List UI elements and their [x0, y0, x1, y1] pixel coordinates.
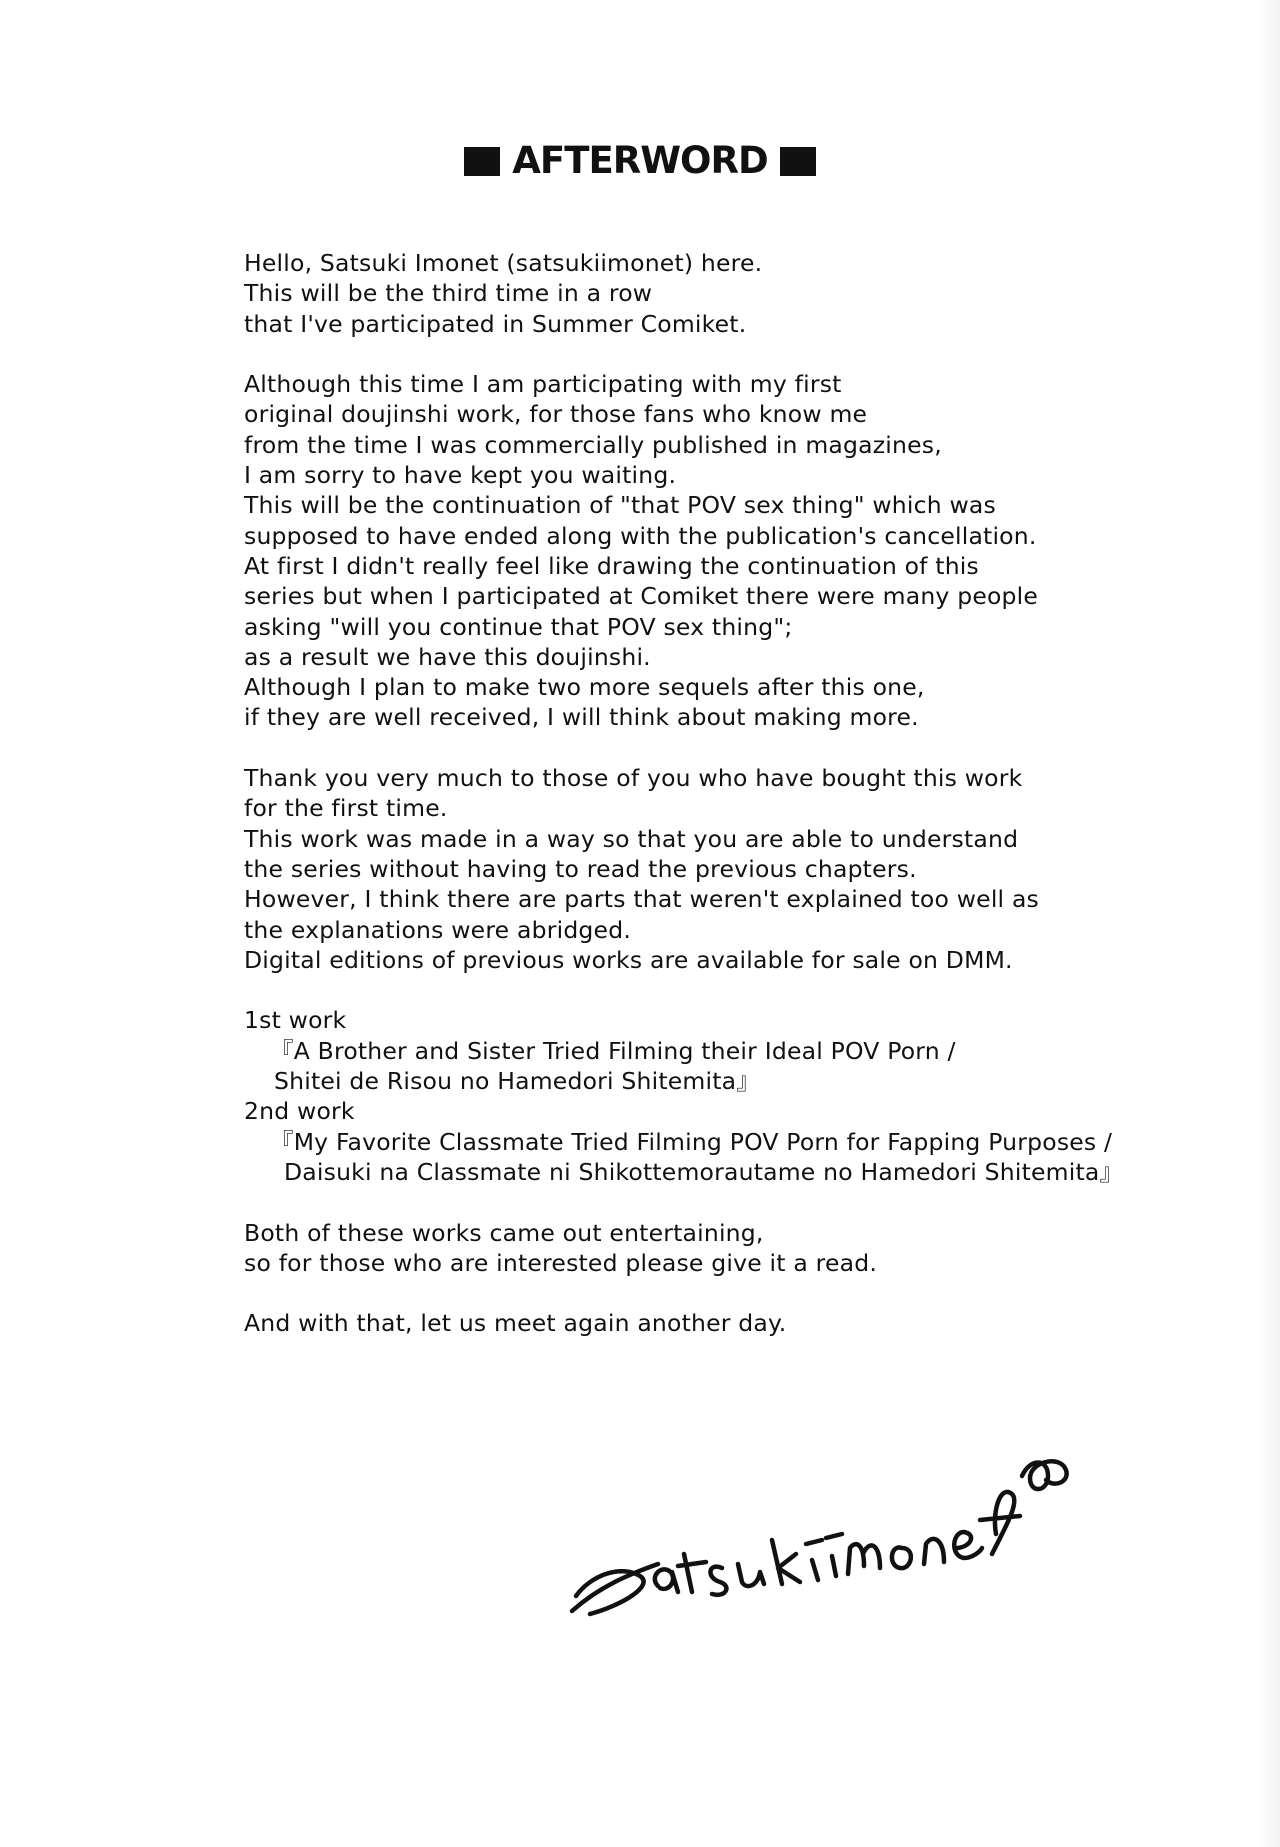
text-line: the series without having to read the previous chapters. [244, 854, 917, 883]
title-left-block [464, 147, 500, 176]
author-signature [560, 1436, 1080, 1626]
paragraph-greeting [244, 248, 1244, 339]
text-line: At first I didn't really feel like drawing the continuation of this [244, 551, 979, 580]
text-line: I am sorry to have kept you waiting. [244, 461, 677, 490]
work-title-line: Daisuki na Classmate ni Shikottemorautame no Hamedori Shitemita』 [284, 1157, 1124, 1186]
paragraph-thanks [244, 763, 1244, 975]
work-heading: 2nd work [244, 1097, 355, 1126]
text-line: And with that, let us meet again another day. [244, 1309, 787, 1338]
text-line: so for those who are interested please give it a read. [244, 1248, 877, 1277]
text-line: series but when I participated at Comiket there were many people [244, 582, 1039, 611]
work-title-line: Shitei de Risou no Hamedori Shitemita』 [274, 1067, 760, 1096]
text-line: This will be the continuation of "that POV sex thing" which was [244, 491, 996, 520]
text-line: However, I think there are parts that weren't explained too well as [244, 885, 1039, 914]
text-line: Both of these works came out entertaining, [244, 1218, 764, 1247]
text-line: Hello, Satsuki Imonet (satsukiimonet) here. [244, 249, 763, 277]
work-title-line: 『A Brother and Sister Tried Filming their Ideal POV Porn / [270, 1036, 956, 1065]
paragraph-continuation [244, 369, 1244, 733]
afterword-body [244, 248, 1244, 1369]
paragraph-closing [244, 1308, 1244, 1338]
paragraph-previous-works [244, 1005, 1244, 1187]
text-line: This will be the third time in a row [244, 279, 653, 308]
paragraph-recommendation [244, 1218, 1244, 1279]
text-line: supposed to have ended along with the publication's cancellation. [244, 521, 1037, 550]
page-title [0, 138, 1280, 184]
text-line: as a result we have this doujinshi. [244, 642, 651, 671]
text-line: if they are well received, I will think about making more. [244, 703, 919, 732]
work-heading: 1st work [244, 1006, 347, 1035]
text-line: for the first time. [244, 794, 448, 823]
text-line: from the time I was commercially published in magazines, [244, 430, 942, 459]
text-line: Thank you very much to those of you who have bought this work [244, 764, 1023, 793]
text-line: asking "will you continue that POV sex thing"; [244, 612, 793, 641]
text-line: Although this time I am participating with my first [244, 370, 842, 399]
text-line: that I've participated in Summer Comiket. [244, 309, 747, 338]
work-title-line: 『My Favorite Classmate Tried Filming POV Porn for Fapping Purposes / [270, 1127, 1113, 1156]
title-right-block [780, 147, 816, 176]
text-line: the explanations were abridged. [244, 915, 631, 944]
text-line: Digital editions of previous works are available for sale on DMM. [244, 945, 1013, 974]
text-line: Although I plan to make two more sequels after this one, [244, 673, 925, 702]
text-line: original doujinshi work, for those fans who know me [244, 400, 868, 429]
text-line: This work was made in a way so that you are able to understand [244, 824, 1019, 853]
title-text: AFTERWORD [512, 139, 768, 182]
page-edge-shadow [1258, 0, 1280, 1847]
